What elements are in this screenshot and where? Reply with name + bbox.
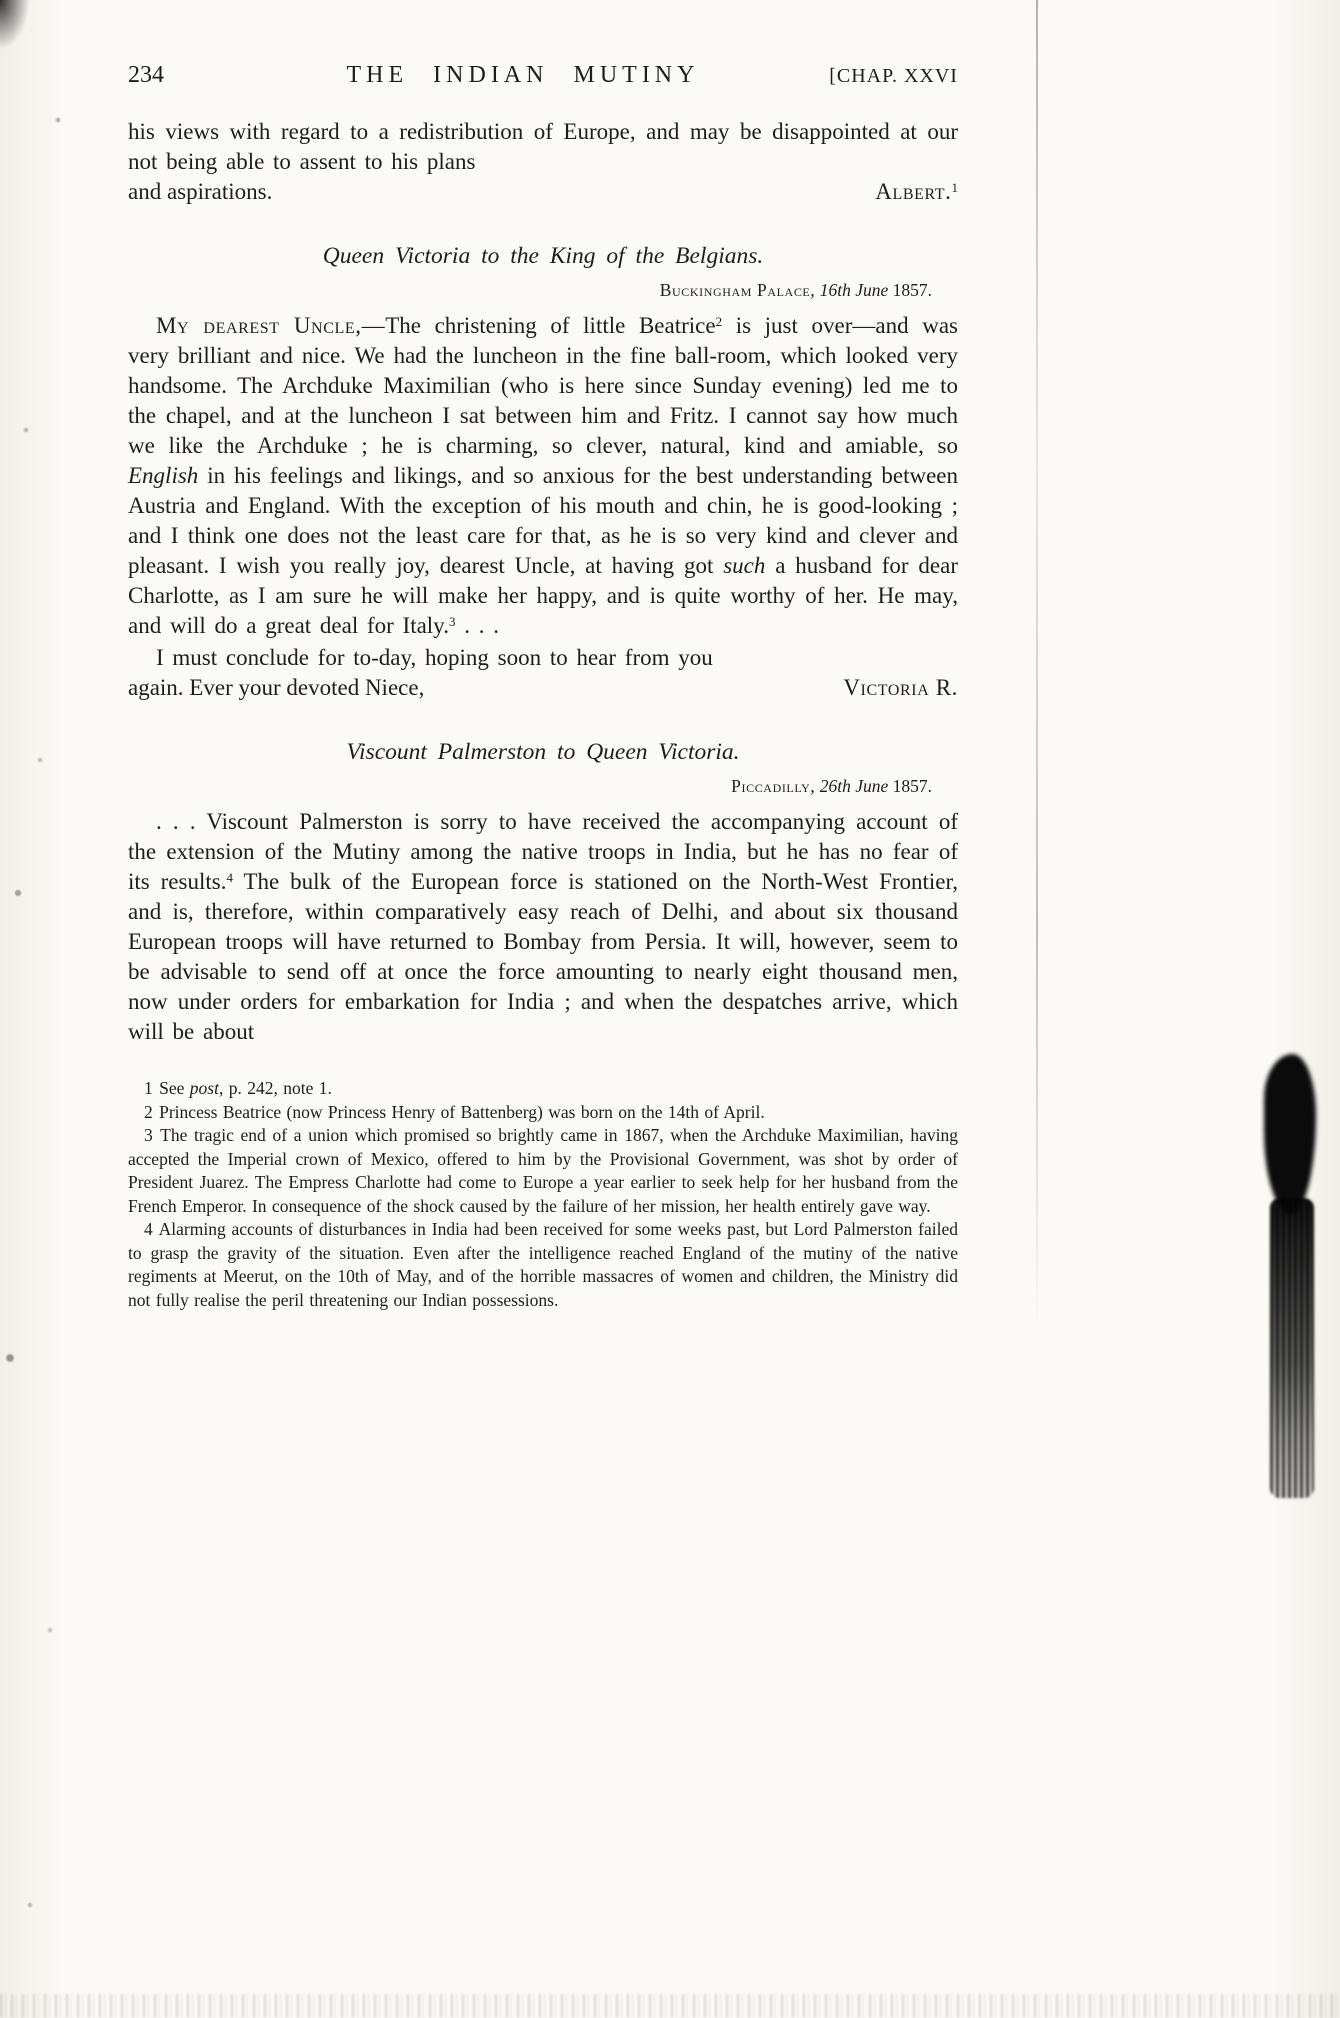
footnote-text: The tragic end of a union which promised so brightly came in 1867, when the Archduke Maximilian, having accepted the Imperial crown of Mexico, offered to him by the Provisional Government, was shot by order of President Juarez. The Empress Charlotte had come to Europe a year earlier to seek help for her husband from the French Emperor. In consequence of the shock caused by the failure of her mission, her health entirely gave way.: [128, 1125, 958, 1216]
ink-smudge-streak: [1270, 1198, 1314, 1498]
body-run: is just over—and was very brilliant and nice. We had the luncheon in the fine ball-room, which looked very handsome. The Archduke Maximilian (who is here since Sunday evening) led me to the chapel, and at the luncheon I sat between him and Fritz. I cannot say how much we like the Archduke ; he is charming, so clever, natural, kind and amiable, so: [128, 313, 958, 458]
continuation-last-line: and aspirations.: [128, 179, 273, 204]
scan-noise-left: [0, 0, 120, 2018]
dateline-victoria: [128, 280, 958, 301]
signature-albert-text: Albert.: [875, 179, 952, 204]
footnote-marker: 1: [144, 1078, 154, 1098]
scan-noise-bottom: [0, 1994, 1340, 2018]
signature-line-victoria: [128, 673, 958, 703]
letter-heading-palmerston: Viscount Palmerston to Queen Victoria.: [346, 739, 740, 765]
body-run: in his feelings and likings, and so anxious for the best understanding between Austria and England. With the exception of his mouth and chin, he is good-looking ; and I think one does not the least care for that, as he is so very kind and clever and pleasant. I wish you really joy, dearest Uncle, at having got: [128, 463, 958, 578]
footnote-ref-4: 4: [226, 870, 233, 885]
footnote-ref-3: 3: [448, 614, 456, 629]
continuation-text: his views with regard to a redistribution of Europe, and may be disappointed at our not being able to assent to his plans: [128, 119, 958, 174]
corner-smudge: [0, 0, 30, 50]
footnote-text: Princess Beatrice (now Princess Henry of Battenberg) was born on the 14th of April.: [159, 1101, 765, 1122]
footnote-text: Alarming accounts of disturbances in India had been received for some weeks past, but Lord Palmerston failed to grasp the gravity of the situation. Even after the intelligence reached England of the mutiny of the native regiments at Meerut, on the 10th of May, and of the horrible massacres of women and children, the Ministry did not fully realise the peril threatening our Indian possessions.: [128, 1219, 958, 1310]
footnote-ref-1: 1: [951, 180, 958, 195]
footnote-text: See: [159, 1078, 190, 1098]
letter-body-palmerston: [128, 807, 958, 1047]
footnote-ref-2: 2: [715, 314, 723, 329]
signature-line-albert: [128, 177, 958, 207]
footnote-text: , p. 242, note 1.: [218, 1078, 332, 1098]
body-run-italic: such: [723, 553, 766, 578]
page-content: [128, 62, 958, 1312]
body-run: The christening of little Beatrice: [385, 313, 716, 338]
footnote-marker: 3: [144, 1125, 154, 1145]
letter-closing-victoria: [128, 643, 958, 703]
dateline-date: 16th June: [819, 280, 889, 300]
signature-victoria: Victoria R.: [843, 675, 958, 700]
chapter-reference: [CHAP. XXVI: [829, 65, 958, 87]
dateline-year: 1857.: [892, 280, 932, 300]
body-run-italic: English: [128, 463, 199, 488]
dateline-palmerston: [128, 776, 958, 797]
footnote-4: [128, 1218, 958, 1312]
ink-smudge: [1264, 1054, 1316, 1214]
body-run: . . . Viscount Palmerston is sorry to have received the accompanying account of the extension of the Mutiny among the native troops in India, but he has no fear of its results.: [128, 809, 958, 894]
footnote-marker: 4: [144, 1219, 154, 1239]
page-edge-shadow: [1036, 0, 1038, 1330]
letter-heading-victoria: Queen Victoria to the King of the Belgians.: [322, 243, 764, 269]
salutation: My dearest Uncle,—: [156, 313, 386, 338]
body-run: a husband for dear Charlotte, as I am sure he will make her happy, and is quite worthy of her. He may, and will do a great deal for Italy.: [128, 553, 958, 638]
footnote-3: [128, 1124, 958, 1218]
dateline-place: Piccadilly,: [731, 776, 816, 796]
footnote-text-italic: post: [189, 1078, 219, 1098]
body-run: The bulk of the European force is stationed on the North-West Frontier, and is, therefore, within comparatively easy reach of Delhi, and about six thousand European troops will have returned to Bombay from Persia. It will, however, seem to be advisable to send off at once the force amounting to nearly eight thousand men, now under orders for embarkation for India ; and when the despatches arrive, which will be about: [128, 869, 958, 1044]
dateline-year: 1857.: [892, 776, 932, 796]
footnote-1: [128, 1077, 958, 1101]
signature-albert: [875, 177, 958, 207]
closing-line-1: I must conclude for to-day, hoping soon to hear from you: [156, 645, 713, 670]
page-number: 234: [128, 62, 164, 88]
footnotes-section: [128, 1077, 958, 1312]
letter-body-victoria: [128, 311, 958, 641]
dateline-place: Buckingham Palace,: [659, 280, 816, 300]
dateline-date: 26th June: [819, 776, 889, 796]
footnote-2: [128, 1101, 958, 1125]
running-title: THE INDIAN MUTINY: [346, 62, 700, 88]
footnote-marker: 2: [144, 1101, 154, 1122]
paragraph-continuation: [128, 117, 958, 177]
body-run: . . .: [455, 613, 499, 638]
running-header: [128, 62, 958, 89]
closing-line-2: again. Ever your devoted Niece,: [128, 675, 425, 700]
